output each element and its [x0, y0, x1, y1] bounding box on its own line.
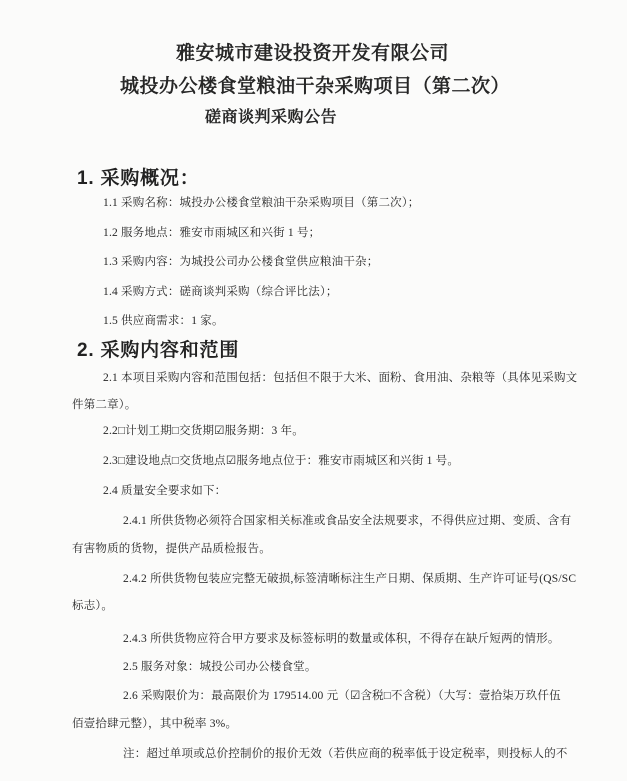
- doc-title-company: 雅安城市建设投资开发有限公司: [176, 43, 450, 64]
- doc-title-project: 城投办公楼食堂粮油干杂采购项目（第二次）: [120, 76, 511, 97]
- doc-title-announcement: 磋商谈判采购公告: [205, 109, 338, 126]
- section-1-heading: 1. 采购概况：: [77, 168, 200, 189]
- item-1-5: 1.5 供应商需求：1 家。: [103, 315, 224, 327]
- item-2-4-3: 2.4.3 所供货物应符合甲方要求及标签标明的数量或体积，不得存在缺斤短两的情形。: [123, 633, 560, 645]
- item-2-3-checkbox-line: 2.3□建设地点□交货地点☑服务地点位于：雅安市雨城区和兴街 1 号。: [103, 455, 460, 467]
- item-1-2: 1.2 服务地点：雅安市雨城区和兴街 1 号；: [103, 227, 321, 239]
- note-line: 注：超过单项或总价控制价的报价无效（若供应商的税率低于设定税率，则投标人的不: [123, 748, 568, 760]
- item-2-4-2-line2: 标志）。: [72, 600, 114, 612]
- item-1-4: 1.4 采购方式：磋商谈判采购（综合评比法）；: [103, 286, 338, 298]
- item-2-1-line2: 件第二章）。: [72, 399, 137, 411]
- item-1-1: 1.1 采购名称：城投办公楼食堂粮油干杂采购项目（第二次）；: [103, 197, 420, 209]
- section-2-heading: 2. 采购内容和范围: [77, 340, 240, 361]
- item-1-3: 1.3 采购内容：为城投公司办公楼食堂供应粮油干杂；: [103, 256, 379, 268]
- item-2-2-checkbox-line: 2.2□计划工期□交货期☑服务期：3 年。: [103, 425, 304, 437]
- item-2-4-1-line2: 有害物质的货物，提供产品质检报告。: [72, 543, 271, 555]
- item-2-4-1-line1: 2.4.1 所供货物必须符合国家相关标准或食品安全法规要求，不得供应过期、变质、含有: [123, 515, 572, 527]
- item-2-1-line1: 2.1 本项目采购内容和范围包括：包括但不限于大米、面粉、食用油、杂粮等（具体见采购文: [103, 372, 578, 384]
- item-2-4-2-line1: 2.4.2 所供货物包装应完整无破损,标签清晰标注生产日期、保质期、生产许可证号(QS/SC: [123, 573, 577, 585]
- item-2-5: 2.5 服务对象：城投公司办公楼食堂。: [123, 661, 317, 673]
- item-2-4: 2.4 质量安全要求如下：: [103, 485, 227, 497]
- item-2-6-line2: 佰壹拾肆元整），其中税率 3%。: [72, 718, 238, 730]
- item-2-6-line1: 2.6 采购限价为：最高限价为 179514.00 元（☑含税□不含税）（大写：壹拾柒万玖仟伍: [123, 690, 561, 702]
